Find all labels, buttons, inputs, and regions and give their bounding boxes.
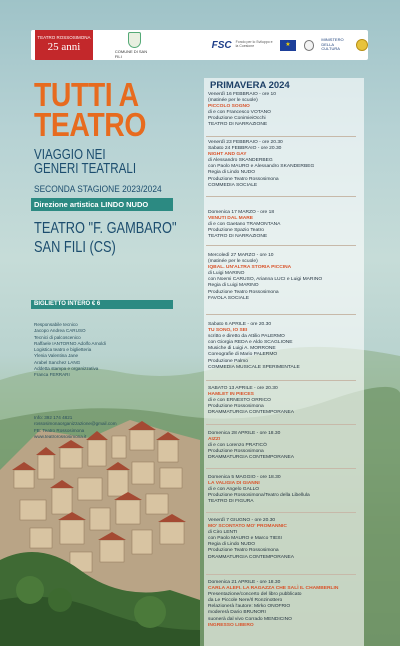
event-detail: di Luigi MARINO xyxy=(208,271,245,277)
staff-line: Raffaele IANTORNO Adolfo Arnoldi xyxy=(34,340,106,346)
contact-phone: Info: 392 174 4821 xyxy=(34,415,73,420)
venue-line1: TEATRO "F. GAMBARO" xyxy=(34,220,177,237)
event-detail: Regia di Luigi MARINO xyxy=(208,283,259,289)
event-date: Venerdì 23 FEBBRAIO - ore 20.30 xyxy=(208,140,283,145)
event-divider xyxy=(206,245,356,246)
fsc-logo: FSC xyxy=(211,39,232,51)
main-title xyxy=(34,76,172,143)
event-detail: Produzione Teatro Rossosimona xyxy=(208,548,279,554)
event-detail: COMMEDIA MUSICALE SPERIMENTALE xyxy=(208,364,300,370)
event-divider xyxy=(206,136,356,137)
comune-logo xyxy=(115,32,154,59)
event-item xyxy=(208,580,364,629)
event-title: AIZZ! xyxy=(208,437,221,443)
director-banner: Direzione artistica LINDO NUDO xyxy=(31,198,173,211)
event-note: (matinée per le scuole) xyxy=(208,98,258,104)
venue xyxy=(34,219,177,257)
event-item xyxy=(208,386,364,416)
subtitle-line1: VIAGGIO NEI xyxy=(34,147,106,163)
program-title: PRIMAVERA 2024 xyxy=(210,80,290,91)
event-detail: di e con Gaetano TRAMONTANA xyxy=(208,222,281,228)
event-detail: Coreografie di Mario PALERMO xyxy=(208,352,278,358)
main-title-line1: TUTTI A xyxy=(34,76,139,113)
event-title: HAMLET IN PIECES xyxy=(208,392,254,398)
event-divider xyxy=(206,468,356,469)
event-title: IQBAL. UN'ALTRA STORIA PICCINA xyxy=(208,265,292,271)
staff-line: Tecnici di palcoscenico xyxy=(34,334,81,340)
event-date: Domenica 21 APRILE - ore 18.30 xyxy=(208,580,281,585)
event-title: NIGHT AND GAY xyxy=(208,152,247,158)
event-detail: TEATRO DI NARRAZIONE xyxy=(208,234,268,240)
contact-facebook: FB: Teatro Rossosimona xyxy=(34,427,85,433)
event-divider xyxy=(206,314,356,315)
main-title-line2: TEATRO xyxy=(34,106,146,143)
ticket-price-banner: BIGLIETTO INTERO € 6 xyxy=(31,300,173,309)
event-date: Domenica 5 MAGGIO - ore 18.30 xyxy=(208,475,281,480)
crest-icon xyxy=(128,32,141,48)
staff-line: Ylenia Valentina Jane xyxy=(34,353,79,359)
contact-email: rossosimonaorganizzazione@gmail.com xyxy=(34,421,117,427)
event-detail: Produzione Rossosimona/Teatro della Libellula xyxy=(208,493,310,499)
event-divider xyxy=(206,512,356,513)
event-date: Domenica 28 APRILE - ore 18.30 xyxy=(208,431,281,436)
event-detail: FAVOLA SOCIALE xyxy=(208,295,249,301)
event-date: Domenica 17 MARZO - ore 18 xyxy=(208,210,275,215)
event-note: (matinée per le scuole) xyxy=(208,259,258,265)
event-detail: DRAMMATURGIA CONTEMPORANEA xyxy=(208,455,295,461)
event-title: LA VALIGIA DI GIANNI xyxy=(208,481,260,487)
event-detail: Produzione Rossosimona xyxy=(208,404,264,410)
event-item xyxy=(208,431,364,461)
emblem-icon xyxy=(304,40,315,51)
event-detail: di Ciro LENTI xyxy=(208,530,238,536)
event-detail: suonerà dal vivo Corrado MENDICINO xyxy=(208,616,292,622)
event-detail: DRAMMATURGIA CONTEMPORANEA xyxy=(208,410,295,416)
event-detail: Musiche di Luigi A. MORRONE xyxy=(208,346,276,352)
event-detail: INGRESSO LIBERO xyxy=(208,622,254,628)
event-detail: Regia di Lindo NUDO xyxy=(208,170,256,176)
staff-line: Franca FERRARI xyxy=(34,372,70,378)
season-label: SECONDA STAGIONE 2023/2024 xyxy=(34,184,162,195)
staff-line: Logistica teatro e biglietteria xyxy=(34,347,92,353)
event-detail: di e con Lorenzo PRATICÒ xyxy=(208,443,267,449)
event-detail: Relazionerà l'autore: Mirko ONOFRIO xyxy=(208,604,291,610)
event-date: Venerdì 16 FEBBRAIO - ore 10 xyxy=(208,92,276,97)
event-detail: di e con ERNESTO ORRICO xyxy=(208,398,271,404)
event-detail: Produzione ConimieiOcchi xyxy=(208,116,266,122)
fsc-subtitle: Fondo per lo Sviluppo e la Coesione xyxy=(235,40,273,48)
event-divider xyxy=(206,424,356,425)
staff-credits xyxy=(34,322,174,379)
event-item xyxy=(208,322,364,371)
theatre-logo-years: 25 anni xyxy=(47,41,81,54)
event-detail: scritto e diretto da Attilio PALERMO xyxy=(208,334,285,340)
regione-calabria-icon xyxy=(356,39,368,51)
contact-info xyxy=(34,415,174,440)
event-title: VENUTI DAL MARE xyxy=(208,216,254,222)
theatre-logo-name: TEATRO ROSSOSIMONA xyxy=(37,35,91,41)
event-divider xyxy=(206,380,356,381)
event-item xyxy=(208,475,364,505)
staff-line: Arabel Sanchez LANG xyxy=(34,359,81,365)
event-date: Mercoledì 27 MARZO - ore 10 xyxy=(208,253,274,258)
event-detail: con Giorgia REDA e Aldo SCAGLIONE xyxy=(208,340,293,346)
event-detail: con Paolo MAURO e Alessandro SKANDERBEG xyxy=(208,164,315,170)
event-detail: TEATRO DI FIGURA xyxy=(208,499,254,505)
staff-line: Jacopo Andrea CARUSO xyxy=(34,328,86,334)
sponsor-logo-bar xyxy=(31,30,368,60)
event-date: SABATO 13 APRILE - ore 20.30 xyxy=(208,386,278,391)
ministero-logo: MINISTERO DELLA CULTURA xyxy=(321,37,344,52)
event-title: CARLA ALEFI. LA RAGAZZA CHE SALÌ IL CHAMBERLIN xyxy=(208,586,339,592)
event-item xyxy=(208,92,364,129)
event-detail: Regia di Lindo NUDO xyxy=(208,542,256,548)
event-detail: di Alessandro SKANDERBEG xyxy=(208,158,273,164)
subtitle-line2: GENERI TEATRALI xyxy=(34,161,137,177)
event-detail: Produzione Palmo xyxy=(208,358,248,364)
staff-line: Addetta stampa e organizzativa xyxy=(34,366,99,372)
event-detail: Presentazione/concerto del libro pubblicato xyxy=(208,592,302,598)
event-item xyxy=(208,253,364,302)
comune-label: COMUNE DI SAN FILI xyxy=(114,48,148,59)
event-detail: con Noemi CARUSO, Arianna LUCI e Luigi MARINO xyxy=(208,277,323,283)
event-detail: di e con Francesco VOTANO xyxy=(208,110,271,116)
contact-website: www.teatrorossosimona.it xyxy=(34,433,87,439)
event-detail: da Le Piccole Nere/Il Ronzinottero xyxy=(208,598,283,604)
event-title: MO' SCONTATO MO' PROMANNIC xyxy=(208,524,287,530)
subtitle xyxy=(34,148,162,176)
event-detail: modererà Dario BRUNORI xyxy=(208,610,266,616)
event-item xyxy=(208,140,364,189)
event-item xyxy=(208,518,364,561)
event-title: PICCOLO SOGNO xyxy=(208,104,250,110)
event-detail: di e con Angelo GALLO xyxy=(208,487,260,493)
event-detail: Produzione Teatro Rossosimona xyxy=(208,176,279,182)
event-date: Sabato 6 APRILE - ore 20.30 xyxy=(208,322,272,327)
staff-line: Responsabile tecnico xyxy=(34,322,78,327)
event-divider xyxy=(206,196,356,197)
event-detail: con Paolo MAURO e Marco TIESI xyxy=(208,536,282,542)
theatre-logo xyxy=(35,30,93,60)
event-detail: Produzione Teatro Rossosimona xyxy=(208,289,279,295)
event-detail: TEATRO DI NARRAZIONE xyxy=(208,122,268,128)
event-detail: Produzione Rossosimona xyxy=(208,449,264,455)
event-title: TU SONO, IO SEI xyxy=(208,328,248,334)
event-date: Venerdì 7 GIUGNO - ore 20.30 xyxy=(208,518,276,523)
event-detail: Produzione Spazio Teatro xyxy=(208,228,264,234)
event-detail: COMMEDIA SOCIALE xyxy=(208,182,258,188)
event-date: Sabato 24 FEBBRAIO - ore 20.30 xyxy=(208,146,282,152)
venue-line2: SAN FILI (CS) xyxy=(34,239,116,256)
event-item xyxy=(208,210,364,240)
event-divider xyxy=(206,574,356,575)
eu-flag-icon: ★ xyxy=(280,40,295,51)
event-detail: DRAMMATURGIA CONTEMPORANEA xyxy=(208,554,295,560)
